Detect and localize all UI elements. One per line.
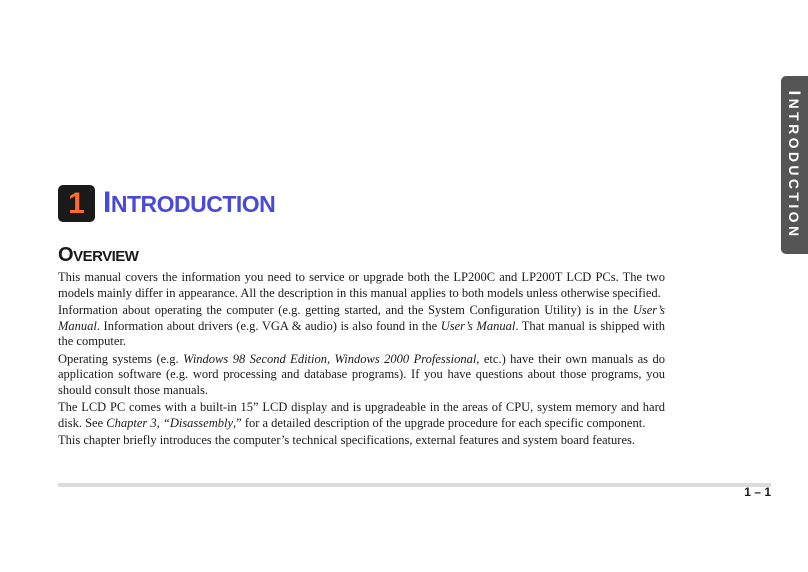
paragraph-text: . Information about drivers (e.g. VGA & audio) is also found in the — [96, 318, 441, 333]
chapter-number: 1 — [68, 187, 85, 220]
italic-reference: Windows 98 Second Edition, Windows 2000 Professional, — [183, 351, 480, 366]
page-number: 1 – 1 — [744, 485, 771, 499]
italic-reference: User’s Manual — [440, 318, 516, 333]
chapter-side-tab — [781, 76, 808, 254]
body-paragraph — [58, 433, 665, 449]
side-tab-label: INTRODUCTION — [785, 90, 804, 240]
paragraph-text: etc.) have their own manuals as do application software (e.g. word processing and database programs). If you have questions about those programs, you should consult those manuals. — [58, 351, 665, 397]
body-paragraph — [58, 400, 665, 431]
body-paragraph — [58, 352, 665, 399]
italic-reference: Chapter 3, “Disassembly — [106, 415, 234, 430]
body-paragraph — [58, 303, 665, 350]
italic-reference: User’s Manual — [58, 303, 665, 333]
paragraph-text: This manual covers the information you need to service or upgrade both the LP200C and LP200T LCD PCs. The two models mainly differ in appearance. All the description in this manual applies to both models unless otherwise specified. — [58, 270, 665, 300]
section-title: OVERVIEW — [58, 244, 139, 266]
paragraph-text: This chapter briefly introduces the computer’s technical specifications, external features and system board features. — [58, 433, 635, 447]
body-paragraph — [58, 270, 665, 301]
paragraph-text: Information about operating the computer (e.g. getting started, and the System Configuration Utility) is in the — [58, 303, 633, 317]
footer-rule — [58, 483, 771, 487]
paragraph-text: The LCD PC comes with a built-in 15” LCD display and is upgradeable in the areas of CPU, system memory and hard disk. See — [58, 400, 665, 430]
paragraph-text: Operating systems (e.g. — [58, 351, 184, 366]
paragraph-text: . That manual is shipped with the computer. — [58, 318, 666, 348]
chapter-title: INTRODUCTION — [103, 186, 276, 219]
paragraph-text: ,” for a detailed description of the upgrade procedure for each specific component. — [233, 415, 646, 430]
body-text — [58, 270, 665, 451]
